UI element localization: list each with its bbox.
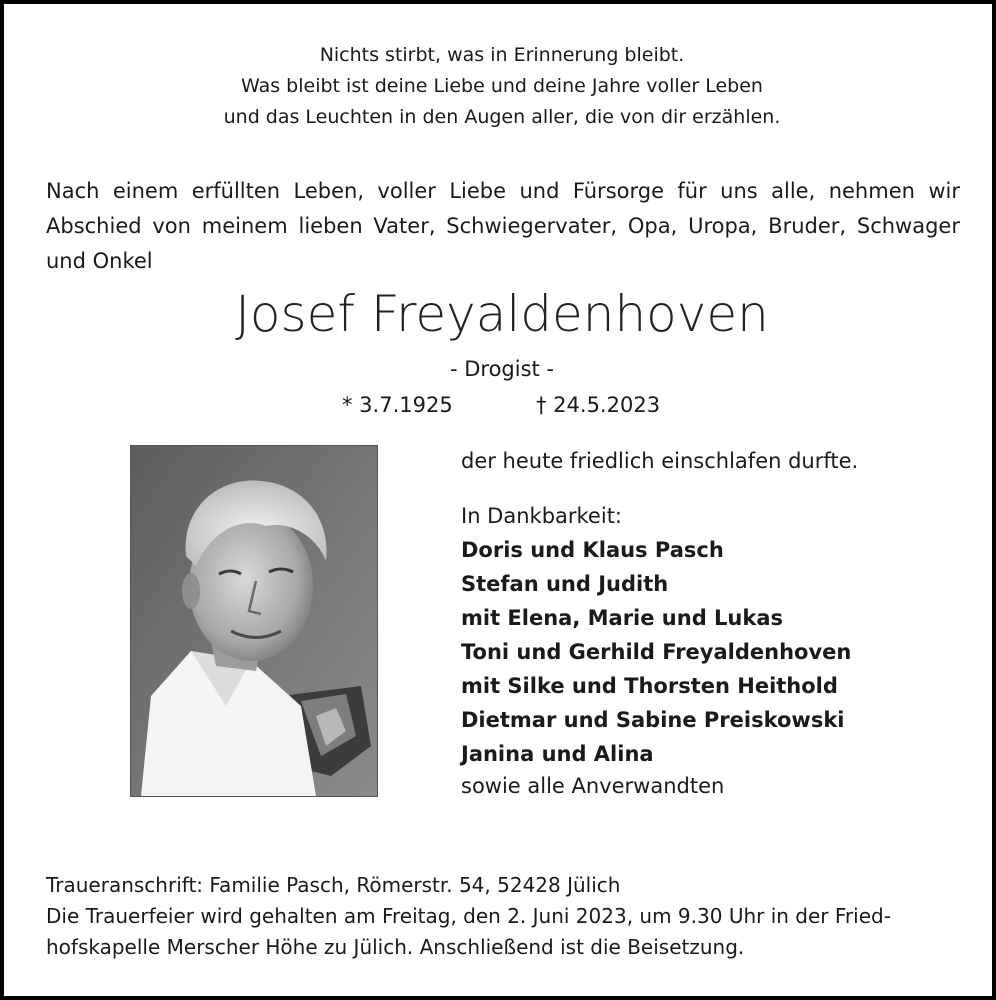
mourner-line: Toni und Gerhild Freyaldenhoven [461,640,852,664]
mourner-line: mit Elena, Marie und Lukas [461,606,784,630]
ceremony-line-1: Die Trauerfeier wird gehalten am Freitag, den 2. Juni 2023, um 9.30 Uhr in der Fried- [46,904,891,928]
mourner-line: mit Silke und Thorsten Heithold [461,674,838,698]
poem-line-2: Was bleibt ist deine Liebe und deine Jahre voller Leben [241,75,763,97]
death-date: † 24.5.2023 [536,393,661,417]
ceremony-line-2: hofskapelle Merscher Höhe zu Jülich. Anschließend ist die Beisetzung. [46,935,745,959]
poem-line-3: und das Leuchten in den Augen aller, die von dir erzählen. [223,106,781,128]
portrait-illustration [131,446,377,796]
mourner-line: Stefan und Judith [461,572,669,596]
mourning-address: Traueranschrift: Familie Pasch, Römerstr. 54, 52428 Jülich [46,873,621,897]
portrait-photo [130,445,378,797]
mourner-line: Janina und Alina [461,742,654,766]
memorial-poem [4,40,996,133]
deceased-profession: - Drogist - [449,357,555,381]
deceased-name: Josef Freyaldenhoven [235,285,769,343]
mourner-line: Dietmar und Sabine Preiskowski [461,708,845,732]
poem-line-1: Nichts stirbt, was in Erinnerung bleibt. [319,44,685,66]
gratitude-label: In Dankbarkeit: [461,504,622,528]
mourner-line: Doris und Klaus Pasch [461,538,724,562]
footer-info [46,870,960,963]
birth-date: * 3.7.1925 [342,393,453,417]
passing-text: der heute friedlich einschlafen durfte. [461,449,859,473]
intro-text: Nach einem erfüllten Leben, voller Liebe und Fürsorge für uns alle, nehmen wir Abschied von meinem lieben Vater, Schwiegervater, Opa, Uropa, Bruder, Schwager und Onkel [46,179,960,273]
relatives-text: sowie alle Anverwandten [461,774,725,798]
